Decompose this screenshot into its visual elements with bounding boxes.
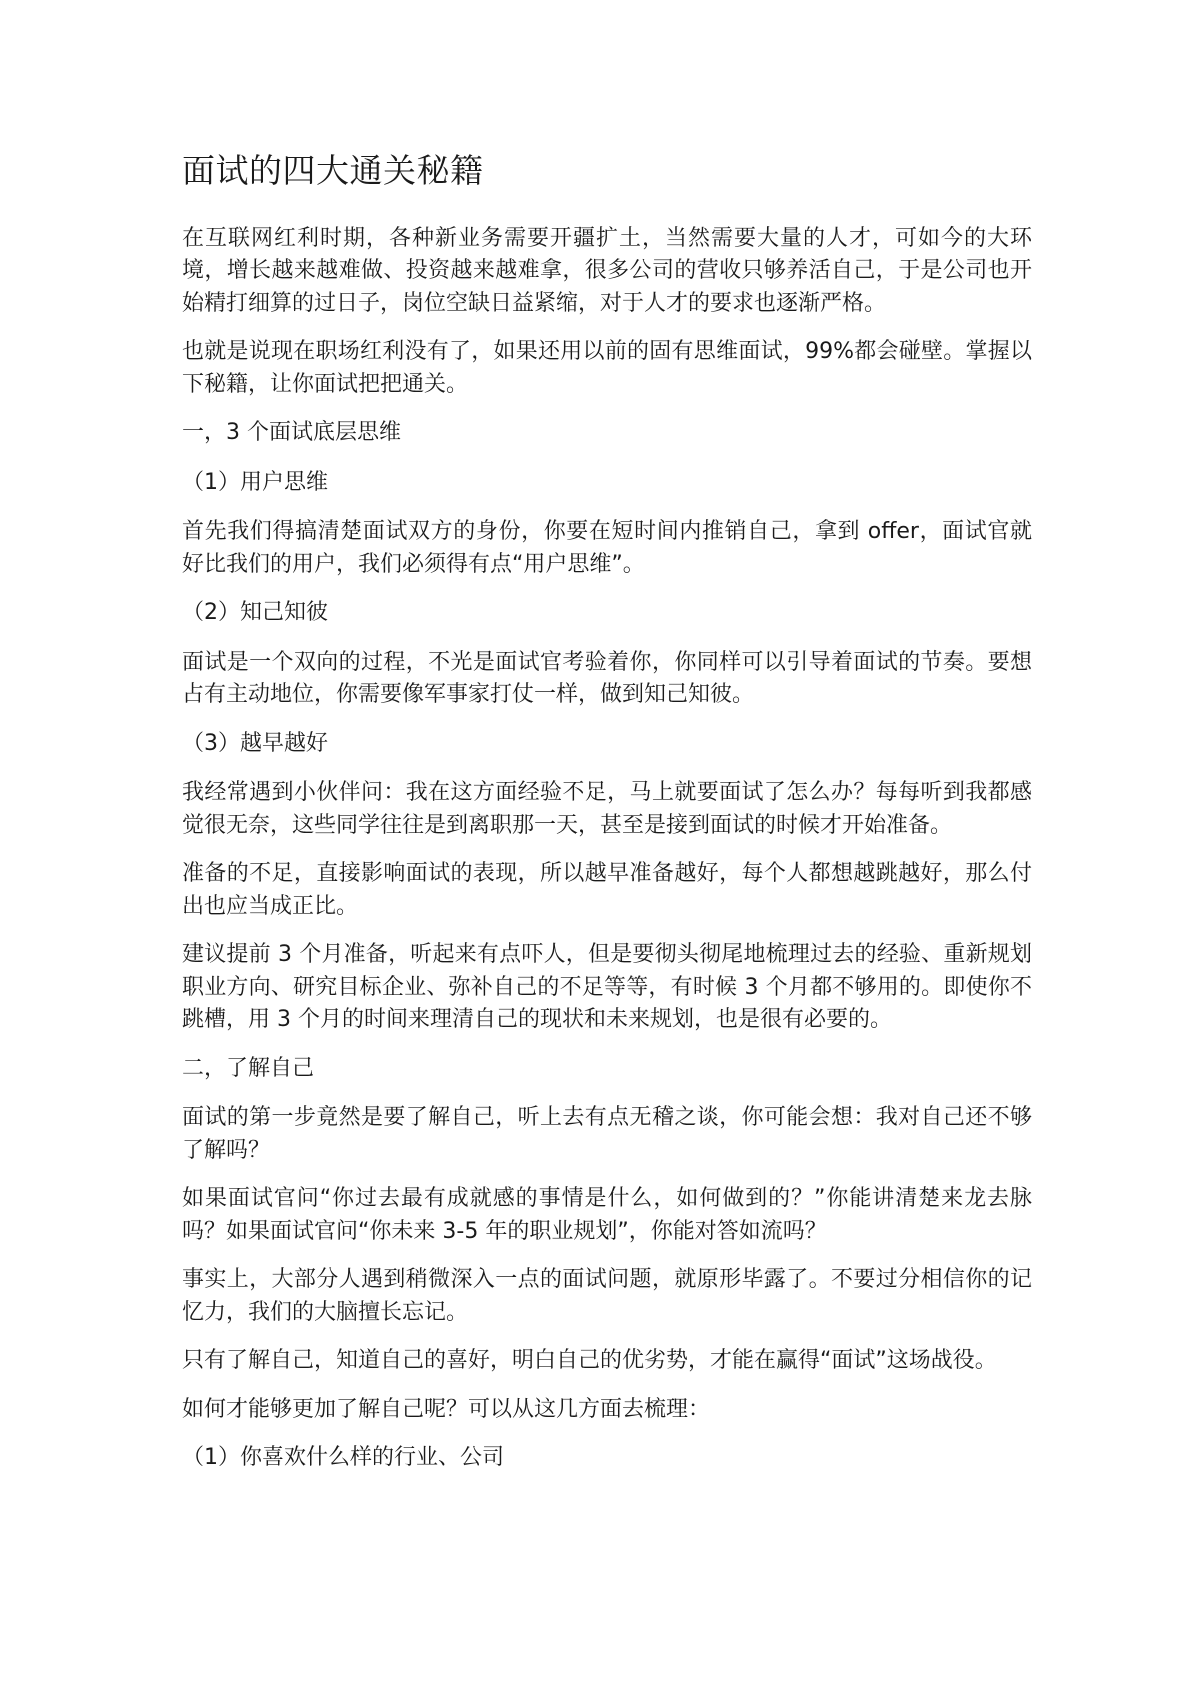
section-heading-self-knowledge: 二，了解自己 bbox=[182, 1055, 315, 1081]
paragraph-intro: 在互联网红利时期，各种新业务需要开疆扩土，当然需要大量的人才，可如今的大环境，增长越来越难做、投资越来越难拿，很多公司的营收只够养活自己，于是公司也开始精打细算的过日子，岗位空缺日益紧缩，对于人才的要求也逐渐严格。 bbox=[182, 225, 1032, 316]
subheading-industry-company: （1）你喜欢什么样的行业、公司 bbox=[182, 1445, 504, 1471]
paragraph-know-yourself: 面试是一个双向的过程，不光是面试官考验着你，你同样可以引导着面试的节奏。要想占有主动地位，你需要像军事家打仗一样，做到知己知彼。 bbox=[182, 649, 1032, 708]
section-heading-thinking: 一，3 个面试底层思维 bbox=[182, 420, 401, 446]
paragraph-summary: 也就是说现在职场红利没有了，如果还用以前的固有思维面试，99%都会碰壁。掌握以下秘籍，让你面试把把通关。 bbox=[182, 339, 1032, 397]
paragraph-self-knowledge-1: 面试的第一步竟然是要了解自己，听上去有点无稽之谈，你可能会想：我对自己还不够了解吗？ bbox=[182, 1105, 1032, 1163]
paragraph-self-knowledge-3: 事实上，大部分人遇到稍微深入一点的面试问题，就原形毕露了。不要过分相信你的记忆力，我们的大脑擅长忘记。 bbox=[182, 1267, 1032, 1325]
paragraph-earlier-better-3: 建议提前 3 个月准备，听起来有点吓人，但是要彻头彻尾地梳理过去的经验、重新规划职业方向、研究目标企业、弥补自己的不足等等，有时候 3 个月都不够用的。即使你不跳槽，用 3 个月的时间来理清自己的现状和未来规划，也是很有必要的。 bbox=[182, 942, 1032, 1033]
document-body bbox=[182, 150, 1032, 1492]
paragraph-self-knowledge-5: 如何才能够更加了解自己呢？可以从这几方面去梳理： bbox=[182, 1396, 711, 1422]
document-title: 面试的四大通关秘籍 bbox=[182, 151, 484, 190]
subheading-know-yourself: （2）知己知彼 bbox=[182, 600, 328, 626]
subheading-user-thinking: （1）用户思维 bbox=[182, 469, 328, 495]
paragraph-self-knowledge-2: 如果面试官问“你过去最有成就感的事情是什么，如何做到的？”你能讲清楚来龙去脉吗？如果面试官问“你未来 3-5 年的职业规划”，你能对答如流吗？ bbox=[182, 1186, 1032, 1244]
paragraph-self-knowledge-4: 只有了解自己，知道自己的喜好，明白自己的优劣势，才能在赢得“面试”这场战役。 bbox=[182, 1348, 997, 1374]
subheading-earlier-better: （3）越早越好 bbox=[182, 730, 328, 756]
paragraph-earlier-better-2: 准备的不足，直接影响面试的表现，所以越早准备越好，每个人都想越跳越好，那么付出也应当成正比。 bbox=[182, 861, 1032, 919]
paragraph-earlier-better-1: 我经常遇到小伙伴问：我在这方面经验不足，马上就要面试了怎么办？每每听到我都感觉很无奈，这些同学往往是到离职那一天，甚至是接到面试的时候才开始准备。 bbox=[182, 780, 1032, 838]
paragraph-user-thinking: 首先我们得搞清楚面试双方的身份，你要在短时间内推销自己，拿到 offer，面试官就好比我们的用户，我们必须得有点“用户思维”。 bbox=[182, 519, 1032, 577]
